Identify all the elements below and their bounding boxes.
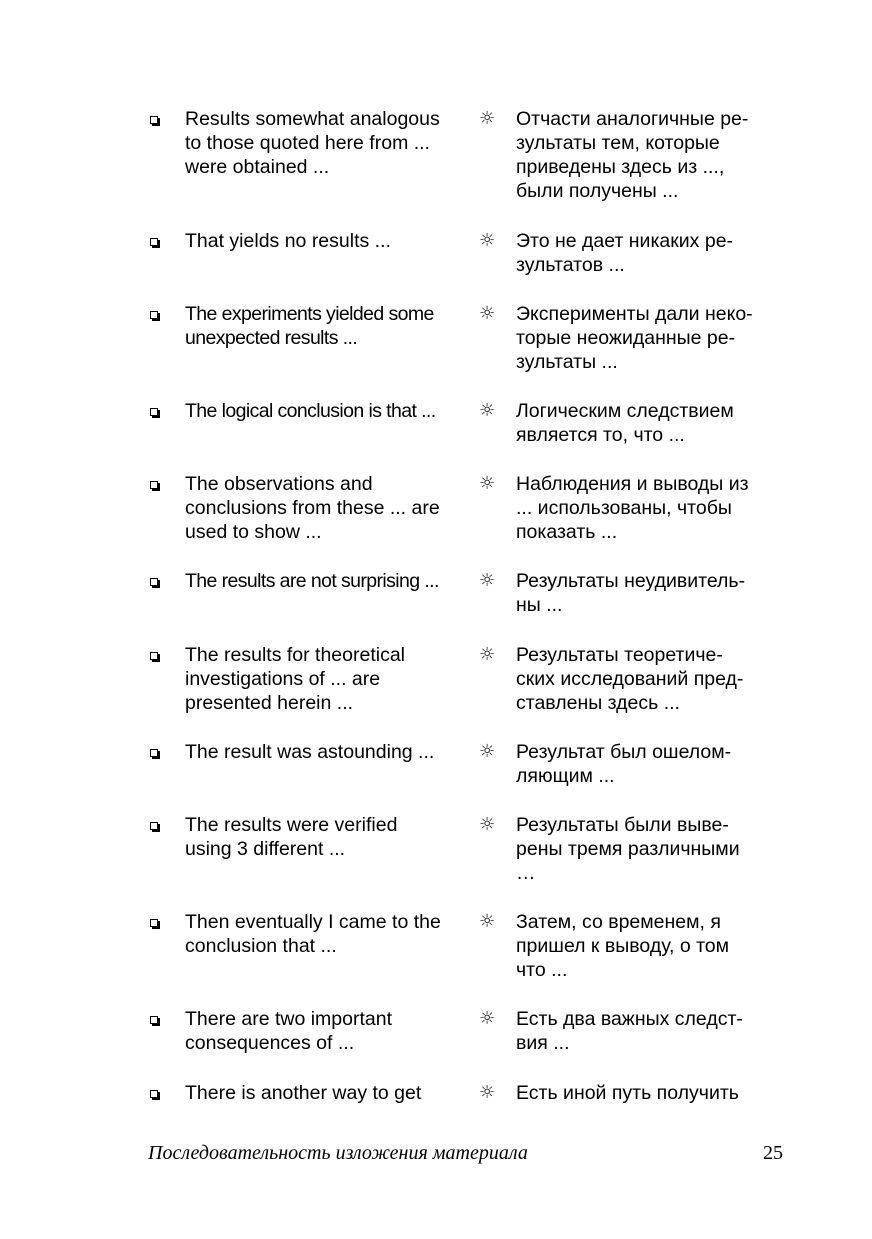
russian-line: ских исследований пред- [516, 668, 744, 690]
sun-icon: ☼ [479, 911, 496, 932]
russian-line: зультаты ... [516, 351, 618, 373]
russian-line: Результаты были выве- [516, 814, 729, 836]
page-number: 25 [763, 1142, 783, 1164]
sun-icon: ☼ [479, 473, 496, 494]
english-line: were obtained ... [185, 156, 330, 178]
english-line: using 3 different ... [185, 838, 346, 860]
running-footer-title: Последовательность изложения материала [148, 1142, 528, 1164]
sun-icon: ☼ [479, 741, 496, 762]
english-phrase [185, 643, 467, 715]
english-line: The results were verified [185, 814, 398, 836]
checkbox-square-icon [150, 749, 158, 757]
sun-icon: ☼ [479, 814, 496, 835]
russian-line: ны ... [516, 594, 563, 616]
english-line: to those quoted here from ... [185, 132, 430, 154]
english-line: The logical conclusion is that ... [185, 400, 436, 422]
english-phrase [185, 399, 467, 423]
sun-icon: ☼ [479, 303, 496, 324]
russian-line: приведены здесь из ..., [516, 156, 725, 178]
checkbox-square-icon [150, 481, 158, 489]
checkbox-square-icon [150, 238, 158, 246]
russian-line: Отчасти аналогичные ре- [516, 108, 749, 130]
english-line: The results are not surprising ... [185, 570, 439, 592]
english-line: That yields no results ... [185, 230, 391, 252]
english-phrase [185, 302, 467, 350]
english-phrase [185, 740, 467, 764]
checkbox-square-icon [150, 311, 158, 319]
sun-icon: ☼ [479, 230, 496, 251]
checkbox-square-icon [150, 822, 158, 830]
english-line: The observations and [185, 473, 373, 495]
english-phrase [185, 1081, 467, 1105]
checkbox-square-icon [150, 652, 158, 660]
russian-line: Результаты неудивитель- [516, 570, 746, 592]
checkbox-square-icon [150, 1090, 158, 1098]
russian-phrase [516, 910, 786, 982]
sun-icon: ☼ [479, 644, 496, 665]
russian-line: Результат был ошелом- [516, 741, 732, 763]
sun-icon: ☼ [479, 570, 496, 591]
russian-phrase [516, 643, 786, 715]
russian-line: зультатов ... [516, 254, 625, 276]
russian-line: вия ... [516, 1032, 570, 1054]
russian-phrase [516, 1007, 786, 1055]
russian-line: рены тремя различными [516, 838, 740, 860]
english-line: unexpected results ... [185, 327, 358, 349]
russian-line: показать ... [516, 521, 618, 543]
english-line: conclusion that ... [185, 935, 337, 957]
checkbox-square-icon [150, 1016, 158, 1024]
checkbox-square-icon [150, 408, 158, 416]
russian-line: были получены ... [516, 180, 679, 202]
russian-line: Есть иной путь получить [516, 1082, 739, 1104]
english-line: presented herein ... [185, 692, 354, 714]
russian-line: Логическим следствием [516, 400, 734, 422]
english-line: There are two important [185, 1008, 393, 1030]
english-line: used to show ... [185, 521, 322, 543]
checkbox-square-icon [150, 578, 158, 586]
english-line: Results somewhat analogous [185, 108, 440, 130]
russian-line: ставлены здесь ... [516, 692, 680, 714]
english-line: Then eventually I came to the [185, 911, 441, 933]
english-line: There is another way to get [185, 1082, 422, 1104]
russian-phrase [516, 740, 786, 788]
english-phrase [185, 229, 467, 253]
english-phrase [185, 472, 467, 544]
russian-phrase [516, 302, 786, 374]
checkbox-square-icon [150, 116, 158, 124]
russian-phrase [516, 229, 786, 277]
english-phrase [185, 910, 467, 958]
russian-line: что ... [516, 959, 568, 981]
russian-line: … [516, 862, 536, 884]
russian-line: Есть два важных следст- [516, 1008, 743, 1030]
russian-line: ... использованы, чтобы [516, 497, 732, 519]
russian-line: Эксперименты дали неко- [516, 303, 753, 325]
russian-line: ляющим ... [516, 765, 615, 787]
russian-phrase [516, 399, 786, 447]
russian-line: Затем, со временем, я [516, 911, 721, 933]
english-line: The result was astounding ... [185, 741, 435, 763]
russian-phrase [516, 1081, 786, 1105]
english-line: investigations of ... are [185, 668, 381, 690]
english-line: consequences of ... [185, 1032, 355, 1054]
russian-phrase [516, 569, 786, 617]
english-line: conclusions from these ... are [185, 497, 440, 519]
english-line: The experiments yielded some [185, 303, 434, 325]
sun-icon: ☼ [479, 108, 496, 129]
sun-icon: ☼ [479, 1008, 496, 1029]
english-line: The results for theoretical [185, 644, 406, 666]
english-phrase [185, 569, 467, 593]
checkbox-square-icon [150, 919, 158, 927]
russian-phrase [516, 813, 786, 885]
sun-icon: ☼ [479, 400, 496, 421]
russian-phrase [516, 472, 786, 544]
sun-icon: ☼ [479, 1082, 496, 1103]
english-phrase [185, 107, 467, 179]
russian-line: Это не дает никаких ре- [516, 230, 734, 252]
russian-line: зультаты тем, которые [516, 132, 720, 154]
russian-line: является то, что ... [516, 424, 685, 446]
english-phrase [185, 1007, 467, 1055]
russian-line: торые неожиданные ре- [516, 327, 736, 349]
russian-phrase [516, 107, 786, 203]
russian-line: Результаты теоретиче- [516, 644, 723, 666]
english-phrase [185, 813, 467, 861]
russian-line: Наблюдения и выводы из [516, 473, 749, 495]
russian-line: пришел к выводу, о том [516, 935, 730, 957]
